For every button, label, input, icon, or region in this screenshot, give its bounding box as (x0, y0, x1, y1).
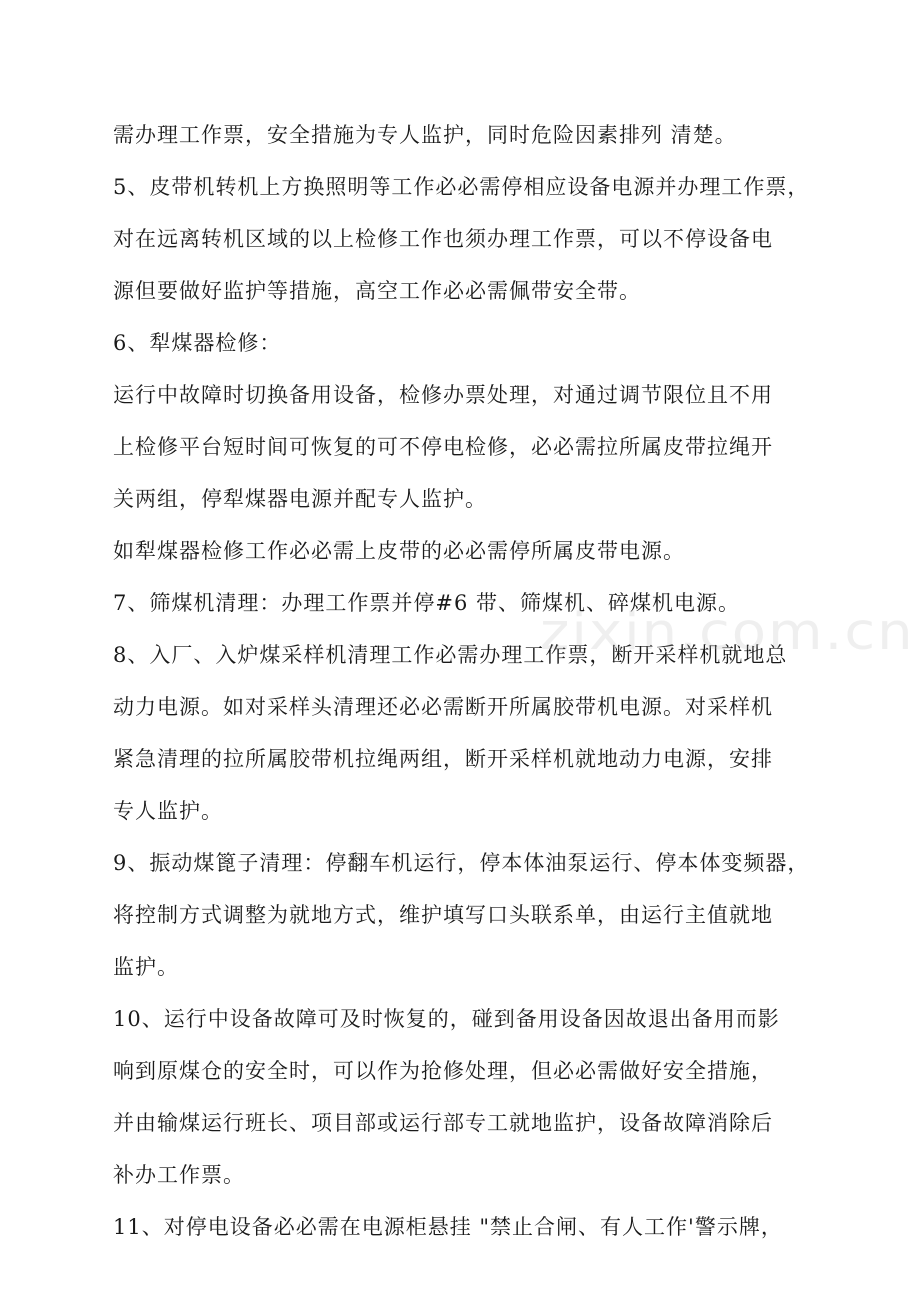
text-line: 将控制方式调整为就地方式，维护填写口头联系单，由运行主值就地 (113, 903, 773, 927)
text-line: 上检修平台短时间可恢复的可不停电检修，必必需拉所属皮带拉绳开 (113, 435, 773, 459)
text-line: 9、振动煤篦子清理：停翻车机运行，停本体油泵运行、停本体变频器， (113, 851, 810, 875)
text-line: 监护。 (113, 955, 179, 979)
text-line: 需办理工作票，安全措施为专人监护，同时危险因素排列 清楚。 (113, 123, 737, 147)
text-line: 动力电源。如对采样头清理还必必需断开所属胶带机电源。对采样机 (113, 695, 773, 719)
text-line: 10、运行中设备故障可及时恢复的，碰到备用设备因故退出备用而影 (113, 1007, 780, 1031)
text-line: 专人监护。 (113, 799, 223, 823)
text-line: 补办工作票。 (113, 1163, 245, 1187)
text-line: 6、犁煤器检修： (113, 331, 282, 355)
text-line: 7、筛煤机清理：办理工作票并停#6 带、筛煤机、碎煤机电源。 (113, 591, 740, 615)
document-body (113, 113, 813, 1249)
text-line: 对在远离转机区域的以上检修工作也须办理工作票，可以不停设备电 (113, 227, 773, 251)
text-line: 关两组，停犁煤器电源并配专人监护。 (113, 487, 487, 511)
text-line: 11、对停电设备必必需在电源柜悬挂 "禁止合闸、有人工作'警示牌， (113, 1215, 783, 1239)
text-line: 响到原煤仓的安全时，可以作为抢修处理，但必必需做好安全措施， (113, 1059, 773, 1083)
text-line: 运行中故障时切换备用设备，检修办票处理，对通过调节限位且不用 (113, 383, 773, 407)
watermark: zixin.com.cn (540, 603, 915, 662)
text-line: 8、入厂、入炉煤采样机清理工作必需办理工作票，断开采样机就地总 (113, 643, 788, 667)
text-line: 5、皮带机转机上方换照明等工作必必需停相应设备电源并办理工作票， (113, 175, 810, 199)
text-line: 紧急清理的拉所属胶带机拉绳两组，断开采样机就地动力电源，安排 (113, 747, 773, 771)
text-line: 并由输煤运行班长、项目部或运行部专工就地监护，设备故障消除后 (113, 1111, 773, 1135)
text-line: 如犁煤器检修工作必必需上皮带的必必需停所属皮带电源。 (113, 539, 685, 563)
text-line: 源但要做好监护等措施，高空工作必必需佩带安全带。 (113, 279, 641, 303)
